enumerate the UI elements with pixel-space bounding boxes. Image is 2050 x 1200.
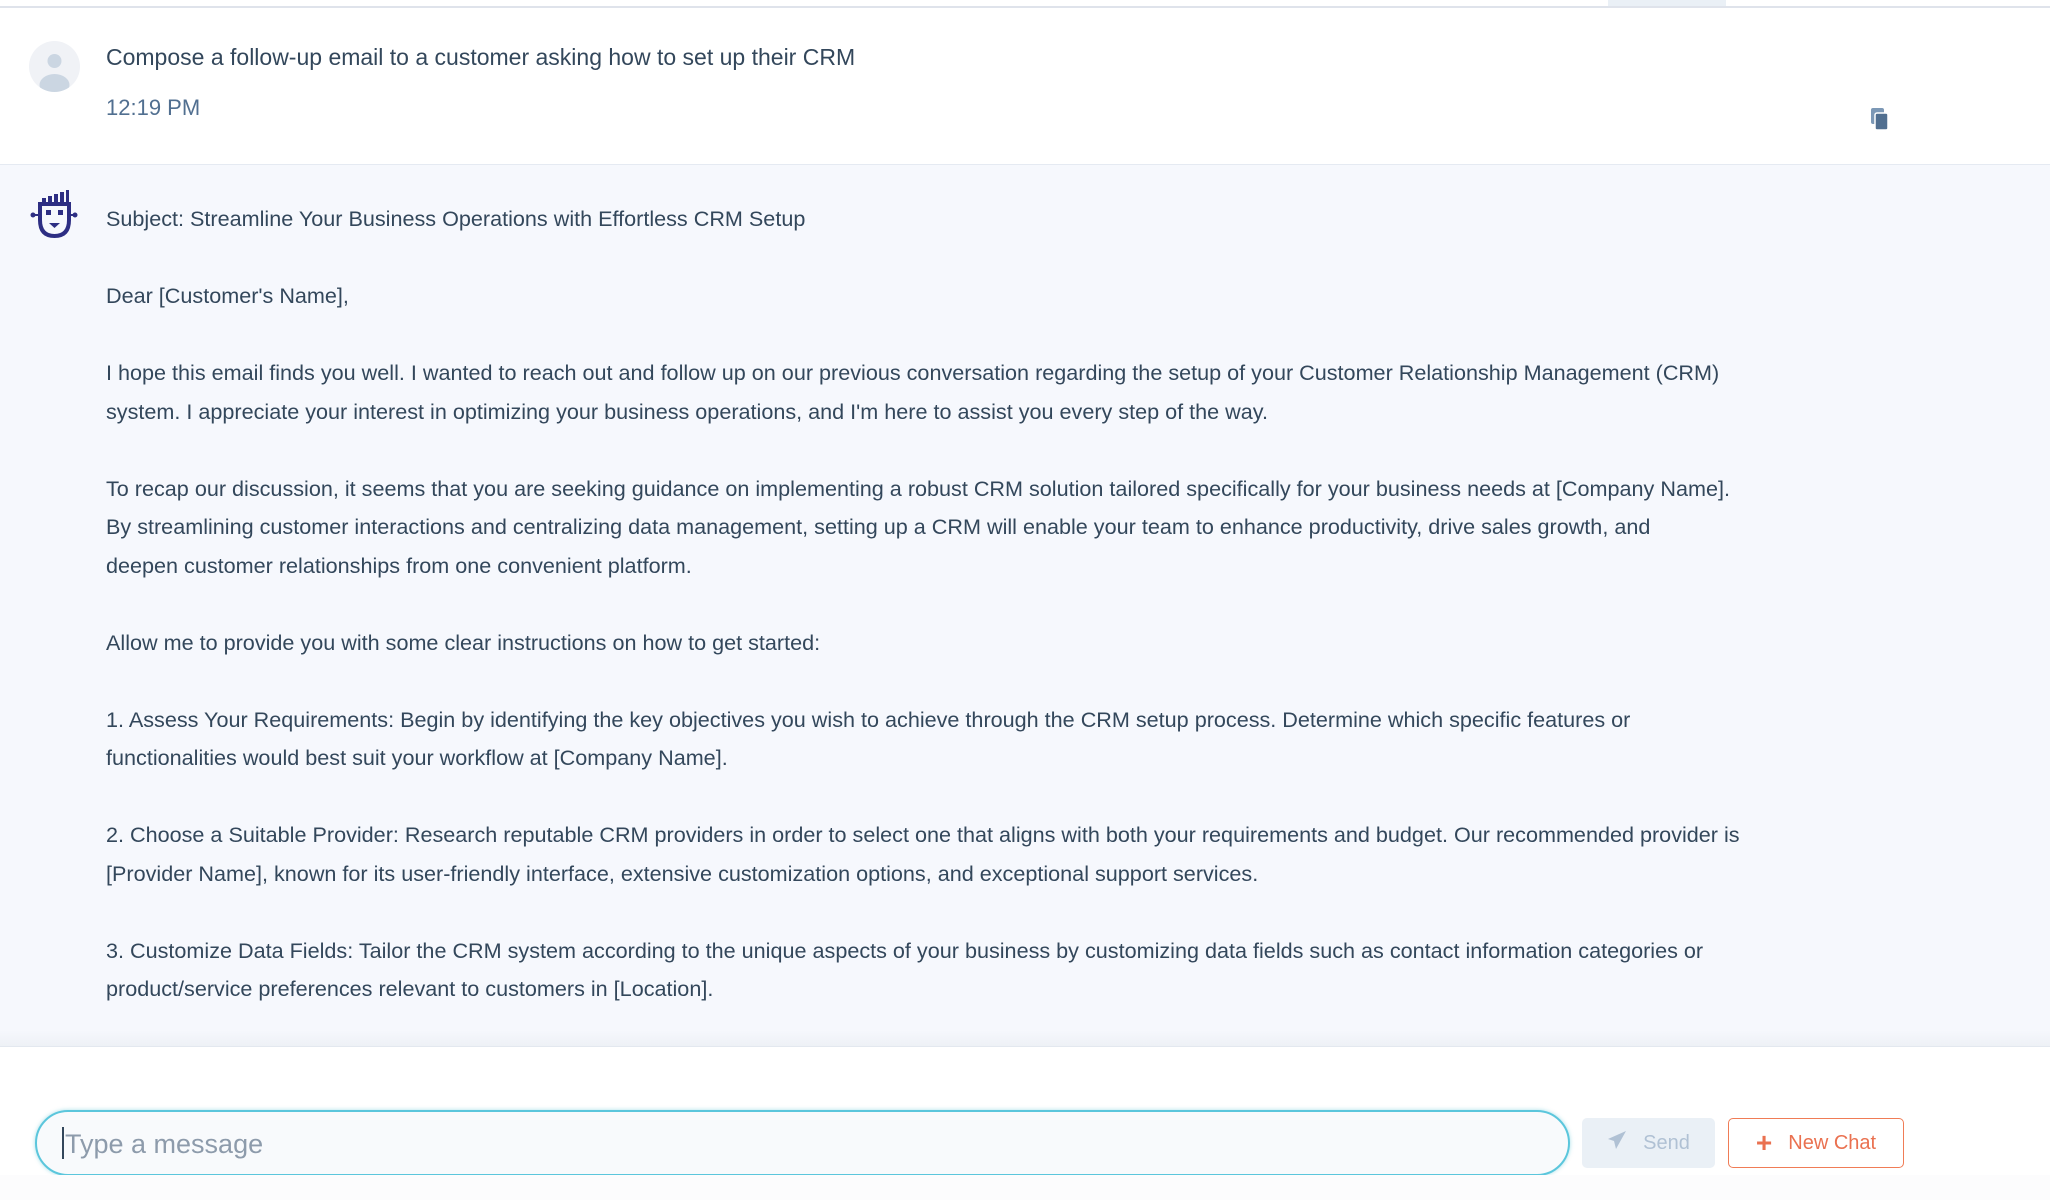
paragraph-gap (106, 316, 1740, 355)
message-line: 1. Assess Your Requirements: Begin by identifying the key objectives you wish to achieve through the CRM setup process. Determine which specific features or (106, 706, 1631, 732)
message-paragraph (106, 932, 1740, 1009)
message-line: product/service preferences relevant to customers in [Location]. (106, 976, 714, 1001)
message-paragraph (106, 354, 1740, 431)
bot-message-text (106, 200, 1740, 1009)
message-line: I hope this email finds you well. I wanted to reach out and follow up on our previous conversation regarding the setup of your Customer Relationship Management (CRM) (106, 360, 1720, 385)
user-message (0, 8, 2050, 165)
send-button[interactable] (1582, 1118, 1715, 1168)
message-line: [Provider Name], known for its user-friendly interface, extensive customization options, and exceptional support services. (106, 860, 1259, 886)
message-line: Dear [Customer's Name], (106, 283, 349, 308)
message-line: 3. Customize Data Fields: Tailor the CRM system according to the unique aspects of your business by customizing data fields such as contact information categories or (106, 937, 1704, 963)
message-paragraph (106, 816, 1740, 893)
paragraph-gap (106, 239, 1740, 278)
bottom-bar (0, 1175, 2050, 1200)
messages-divider (0, 1030, 2050, 1047)
paragraph-gap (106, 662, 1740, 701)
message-line: By streamlining customer interactions and centralizing data management, setting up a CRM will enable your team to enhance productivity, drive sales growth, and (106, 514, 1651, 539)
message-line: 2. Choose a Suitable Provider: Research reputable CRM providers in order to select one that aligns with both your requirements and budget. Our recommended provider is (106, 822, 1740, 847)
user-message-text: Compose a follow-up email to a customer asking how to set up their CRM (106, 44, 856, 70)
message-input-wrapper[interactable] (35, 1110, 1570, 1176)
paragraph-gap (106, 893, 1740, 932)
new-chat-button[interactable] (1728, 1118, 1904, 1168)
message-input[interactable] (63, 1126, 1547, 1162)
top-divider (0, 0, 2050, 8)
message-paragraph (106, 701, 1740, 778)
paragraph-gap (106, 431, 1740, 470)
paragraph-gap (106, 778, 1740, 817)
paragraph-gap (106, 585, 1740, 624)
message-timestamp: 12:19 PM (106, 95, 201, 120)
plus-icon: + (1755, 1127, 1773, 1158)
message-paragraph (106, 200, 1740, 239)
paper-plane-icon (1607, 1130, 1627, 1156)
message-line: functionalities would best suit your workflow at [Company Name]. (106, 745, 728, 770)
new-chat-label: New Chat (1788, 1131, 1877, 1154)
message-paragraph (106, 277, 1740, 316)
message-paragraph (106, 624, 1740, 663)
send-label: Send (1643, 1131, 1690, 1154)
message-line: deepen customer relationships from one convenient platform. (106, 552, 692, 578)
message-line: system. I appreciate your interest in optimizing your business operations, and I'm here to assist you every step of the way. (106, 398, 1268, 424)
top-tab-indicator (1608, 0, 1726, 6)
message-line: Allow me to provide you with some clear instructions on how to get started: (106, 629, 821, 655)
message-line: To recap our discussion, it seems that you are seeking guidance on implementing a robust CRM solution tailored specifically for your business needs at [Company Name]. (106, 475, 1730, 501)
message-line: Subject: Streamline Your Business Operations with Effortless CRM Setup (106, 206, 806, 231)
user-avatar-icon (29, 41, 80, 92)
copy-icon[interactable] (1868, 106, 1892, 132)
bot-avatar-icon (30, 190, 78, 242)
message-paragraph (106, 470, 1740, 586)
